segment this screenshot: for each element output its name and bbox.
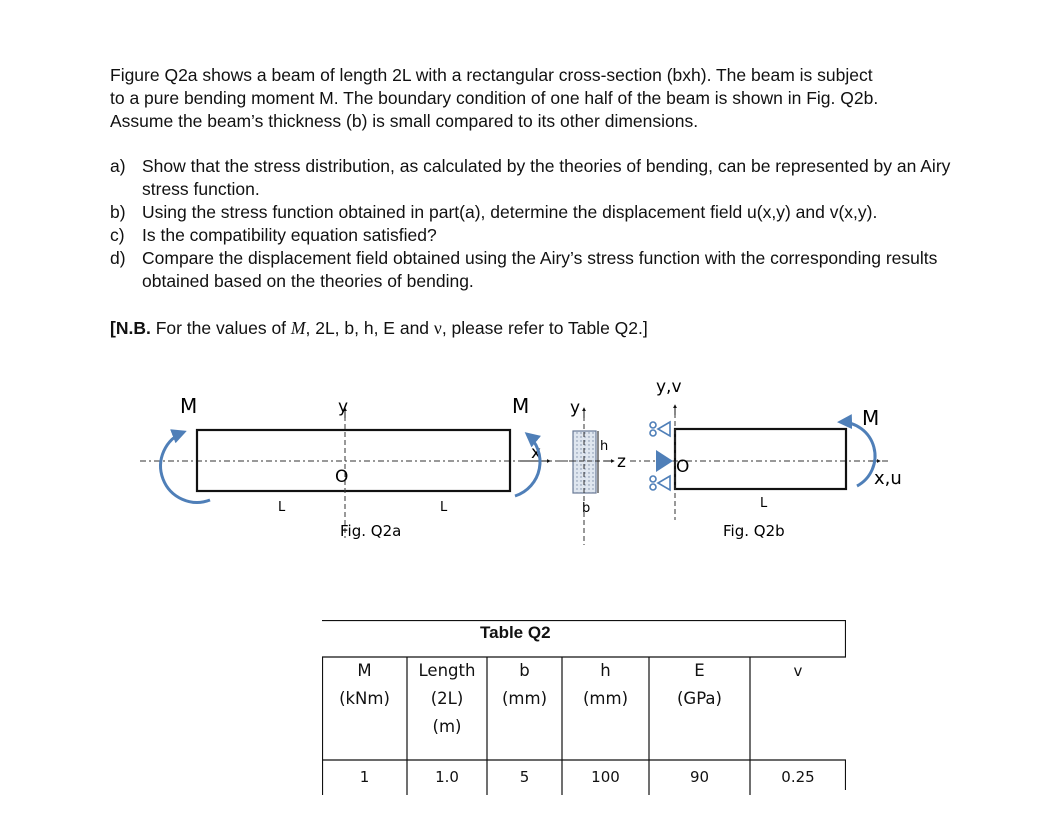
note-text-post: , please refer to Table Q2.] [441, 318, 648, 338]
roller-wheel [650, 484, 656, 490]
figure-area [0, 365, 1039, 555]
header-cell-e: E (GPa) [677, 661, 722, 708]
left-moment-label: M [180, 394, 198, 418]
question-c [110, 224, 1000, 247]
value-cell: 100 [591, 768, 620, 786]
question-text: Compare the displacement field obtained using the Airy’s stress function with the corresponding results obtained based on the theories of bending. [142, 248, 938, 291]
header-cell-h: h (mm) [582, 661, 629, 708]
question-d [110, 247, 1000, 293]
q2b-y-label: y,v [656, 377, 682, 397]
question-label: b) [110, 202, 126, 222]
roller-triangle [658, 422, 670, 436]
intro-paragraph [110, 64, 990, 133]
section-b-label: b [582, 501, 591, 516]
table-value-row [322, 761, 846, 795]
pin-support [656, 450, 673, 472]
intro-line-1: Figure Q2a shows a beam of length 2L with a rectangular cross-section (bxh). The beam is subject [110, 65, 873, 85]
value-cell: 1 [359, 768, 370, 786]
question-b [110, 201, 1000, 224]
right-length-label: L [440, 500, 448, 515]
intro-line-2: to a pure bending moment M. The boundary condition of one half of the beam is shown in Fig. Q2b. [110, 88, 879, 108]
header-cell-b: b (mm) [501, 661, 548, 708]
note-text-mid: , 2L, b, h, E and [305, 318, 434, 338]
note-text-pre: For the values of [150, 318, 291, 338]
question-text: Is the compatibility equation satisfied? [142, 225, 437, 245]
roller-wheel [650, 476, 656, 482]
cross-section [555, 398, 626, 545]
header-cell-m: M (kNm) [339, 661, 390, 708]
q2b-x-label: x,u [874, 468, 902, 489]
q2b-length-label: L [760, 496, 768, 511]
right-moment-label: M [512, 394, 530, 418]
table-title: Table Q2 [480, 623, 551, 642]
x-axis-label: x [531, 443, 542, 463]
note-m-symbol: M [290, 318, 306, 338]
question-label: a) [110, 156, 126, 176]
q2b-origin-label: O [676, 457, 690, 477]
fig-q2b [630, 377, 902, 540]
table-q2 [322, 657, 846, 795]
left-length-label: L [278, 500, 286, 515]
y-axis-label: y [338, 397, 349, 417]
intro-line-3: Assume the beam’s thickness (b) is small compared to its other dimensions. [110, 111, 699, 131]
origin-label: O [335, 467, 349, 487]
section-y-label: y [570, 398, 581, 418]
fig-q2a [140, 394, 575, 540]
q2b-moment-label: M [862, 406, 880, 430]
roller-wheel [650, 422, 656, 428]
note-prefix: [N.B. [110, 318, 151, 338]
question-a [110, 155, 1000, 201]
roller-wheel [650, 430, 656, 436]
q2b-beam-rect [675, 429, 846, 489]
roller-triangle [658, 476, 670, 490]
value-cell: 5 [519, 768, 530, 786]
header-cell-nu: v [793, 662, 803, 680]
fig-q2b-caption: Fig. Q2b [723, 522, 785, 540]
question-list [110, 155, 1000, 293]
question-label: c) [110, 225, 125, 245]
section-z-label: z [617, 452, 626, 472]
table-header-row [322, 657, 846, 761]
value-cell: 90 [689, 768, 710, 786]
right-moment-arrow [515, 434, 540, 496]
fig-q2a-caption: Fig. Q2a [340, 522, 402, 540]
question-text: Using the stress function obtained in part(a), determine the displacement field u(x,y) and v(x,y). [142, 202, 878, 222]
section-h-label: h [600, 439, 609, 454]
header-cell-length: Length (2L) (m) [418, 661, 476, 736]
value-cell: 0.25 [781, 768, 815, 786]
note-nu-symbol: ν [433, 318, 442, 338]
question-label: d) [110, 248, 126, 268]
question-text: Show that the stress distribution, as calculated by the theories of bending, can be represented by an Airy stress function. [142, 156, 951, 199]
value-cell: 1.0 [435, 768, 459, 786]
note [110, 318, 648, 339]
